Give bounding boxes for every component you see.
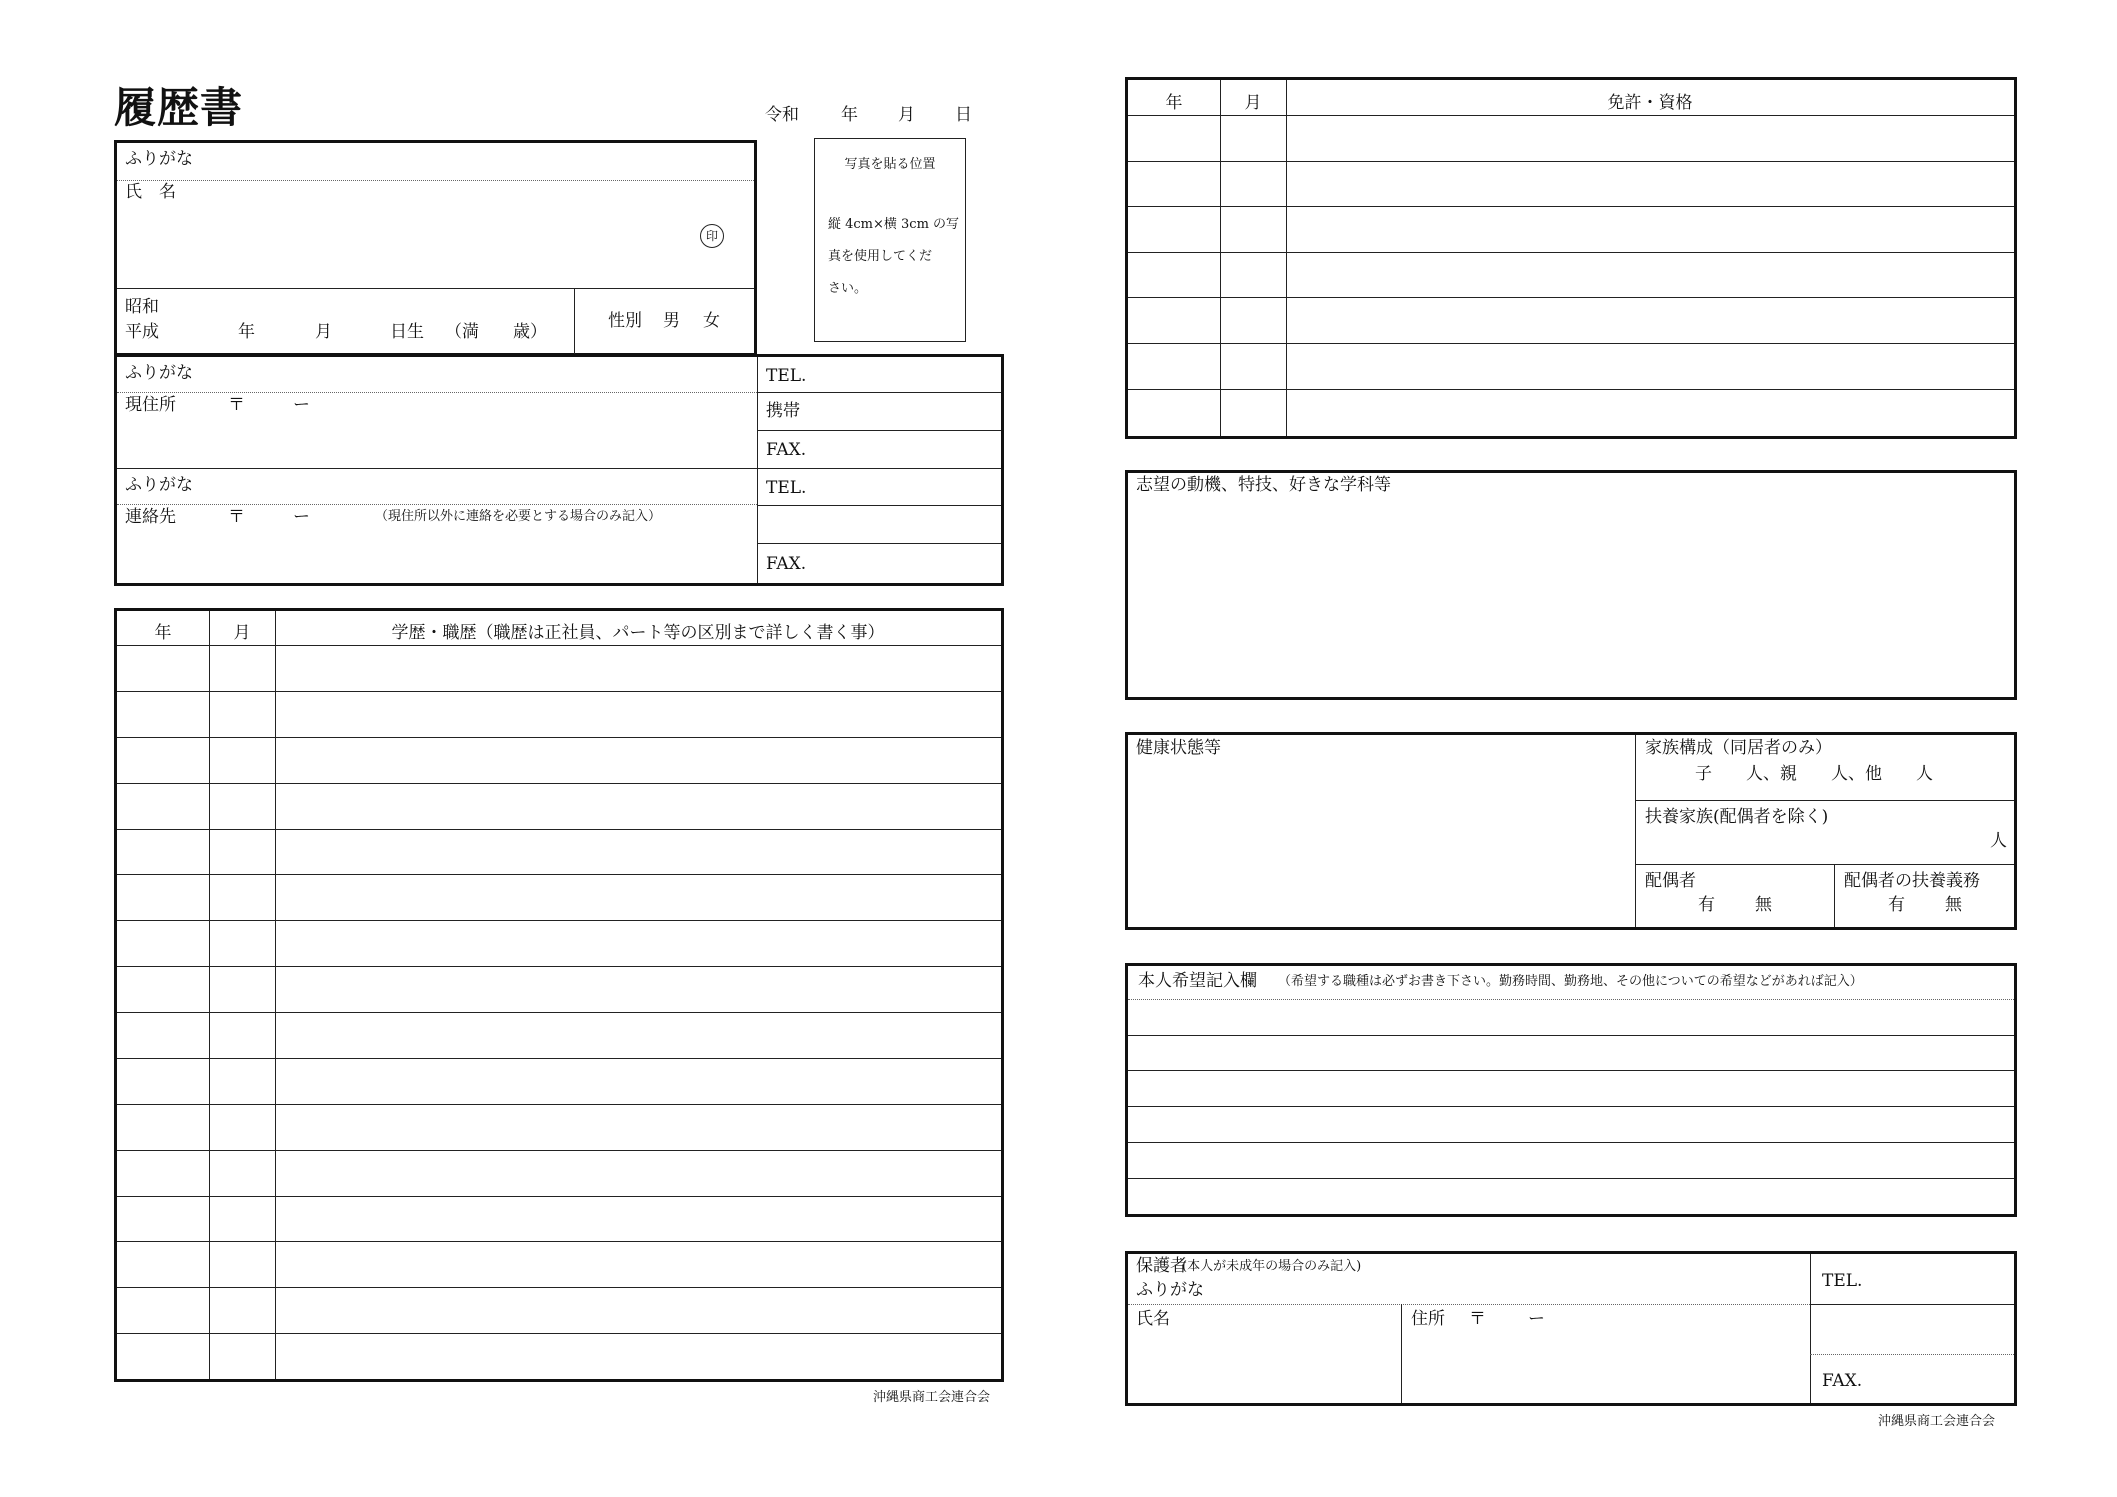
- licenses-header: 免許・資格: [1607, 93, 1693, 113]
- guardian-furigana-label: ふりがな: [1136, 1280, 1204, 1300]
- history-row[interactable]: [117, 1058, 1001, 1104]
- address-mobile-label: 携帯: [766, 401, 800, 421]
- dependents-label: 扶養家族(配偶者を除く): [1645, 807, 1829, 827]
- history-row[interactable]: [117, 691, 1001, 737]
- history-row[interactable]: [117, 829, 1001, 875]
- photo-instruction-2: 真を使用してくだ: [828, 249, 933, 264]
- license-row[interactable]: [1128, 252, 2014, 298]
- wish-row[interactable]: [1128, 1106, 2014, 1142]
- date-day: 日: [955, 105, 972, 125]
- address-postal-dash: ー: [293, 395, 310, 415]
- wishes-label: 本人希望記入欄: [1138, 971, 1257, 991]
- contact-postal-mark: 〒: [228, 507, 245, 527]
- dependents-unit: 人: [1990, 831, 2007, 851]
- photo-instruction-title: 写真を貼る位置: [844, 157, 936, 172]
- wishes-note: （希望する職種は必ずお書き下さい。勤務時間、勤務地、その他についての希望などがあれば記入）: [1278, 974, 1863, 989]
- history-row[interactable]: [117, 1287, 1001, 1333]
- gender-female[interactable]: 女: [703, 311, 720, 331]
- spouse-yes[interactable]: 有: [1698, 895, 1715, 915]
- name-furigana-label: ふりがな: [125, 149, 193, 169]
- history-row[interactable]: [117, 1012, 1001, 1058]
- history-month-header: 月: [233, 623, 251, 643]
- age-label: （満 歳）: [445, 322, 547, 342]
- guardian-address-label: 住所: [1411, 1309, 1445, 1329]
- address-box: [114, 354, 1004, 586]
- wish-row[interactable]: [1128, 1142, 2014, 1178]
- birth-year-label: 年: [238, 322, 255, 342]
- family-members: 子 人、親 人、他 人: [1695, 764, 1933, 784]
- license-row[interactable]: [1128, 115, 2014, 161]
- history-row[interactable]: [117, 645, 1001, 691]
- date-year: 年: [841, 105, 858, 125]
- gender-male[interactable]: 男: [663, 311, 680, 331]
- health-field[interactable]: [1130, 760, 1630, 925]
- motivation-box[interactable]: [1125, 470, 2017, 700]
- birth-era-heisei: 平成: [125, 322, 159, 342]
- contact-label: 連絡先: [125, 507, 176, 527]
- history-row[interactable]: [117, 1333, 1001, 1379]
- license-row[interactable]: [1128, 389, 2014, 435]
- address-tel-label: TEL.: [766, 366, 807, 386]
- wish-row[interactable]: [1128, 999, 2014, 1035]
- history-row[interactable]: [117, 1196, 1001, 1242]
- history-row[interactable]: [117, 1104, 1001, 1150]
- family-label: 家族構成（同居者のみ）: [1645, 738, 1832, 758]
- history-row[interactable]: [117, 966, 1001, 1012]
- gender-label: 性別: [608, 311, 642, 331]
- guardian-fax-label: FAX.: [1822, 1371, 1863, 1391]
- contact-note: （現住所以外に連絡を必要とする場合のみ記入）: [375, 509, 662, 524]
- photo-instruction-3: さい。: [828, 281, 868, 296]
- history-row[interactable]: [117, 920, 1001, 966]
- spouse-support-yes[interactable]: 有: [1888, 895, 1905, 915]
- wish-row[interactable]: [1128, 1035, 2014, 1071]
- address-label: 現住所: [125, 395, 176, 415]
- left-footer: 沖縄県商工会連合会: [873, 1390, 991, 1405]
- name-field[interactable]: [117, 200, 717, 285]
- seal-icon: 印: [700, 224, 724, 248]
- spouse-no[interactable]: 無: [1755, 895, 1772, 915]
- history-row[interactable]: [117, 1150, 1001, 1196]
- history-row[interactable]: [117, 783, 1001, 829]
- licenses-month-header: 月: [1244, 93, 1262, 113]
- guardian-label: 保護者: [1136, 1256, 1187, 1276]
- license-row[interactable]: [1128, 297, 2014, 343]
- history-row[interactable]: [117, 737, 1001, 783]
- history-row[interactable]: [117, 1241, 1001, 1287]
- right-footer: 沖縄県商工会連合会: [1878, 1414, 1996, 1429]
- birth-era-showa: 昭和: [125, 297, 159, 317]
- guardian-name-label: 氏名: [1136, 1309, 1170, 1329]
- contact-furigana-label: ふりがな: [125, 475, 193, 495]
- license-row[interactable]: [1128, 343, 2014, 389]
- birth-day-label: 日生: [390, 322, 424, 342]
- motivation-label: 志望の動機、特技、好きな学科等: [1136, 475, 1391, 495]
- license-row[interactable]: [1128, 206, 2014, 252]
- guardian-postal-mark: 〒: [1469, 1309, 1486, 1329]
- guardian-tel-label: TEL.: [1822, 1271, 1863, 1291]
- spouse-support-no[interactable]: 無: [1945, 895, 1962, 915]
- history-year-header: 年: [154, 623, 172, 643]
- spouse-support-label: 配偶者の扶養義務: [1844, 871, 1980, 891]
- date-era: 令和: [765, 105, 799, 125]
- address-fax-label: FAX.: [766, 440, 807, 460]
- wish-row[interactable]: [1128, 1070, 2014, 1106]
- history-row[interactable]: [117, 874, 1001, 920]
- contact-postal-dash: ー: [293, 507, 310, 527]
- wish-row[interactable]: [1128, 1178, 2014, 1214]
- contact-fax-label: FAX.: [766, 554, 807, 574]
- license-row[interactable]: [1128, 161, 2014, 207]
- health-label: 健康状態等: [1136, 738, 1221, 758]
- spouse-label: 配偶者: [1645, 871, 1696, 891]
- name-label: 氏 名: [125, 182, 176, 202]
- address-postal-mark: 〒: [228, 395, 245, 415]
- birth-month-label: 月: [315, 322, 332, 342]
- contact-tel-label: TEL.: [766, 478, 807, 498]
- guardian-note: (本人が未成年の場合のみ記入): [1182, 1259, 1362, 1274]
- address-furigana-label: ふりがな: [125, 363, 193, 383]
- date-month: 月: [898, 105, 915, 125]
- history-header: 学歴・職歴（職歴は正社員、パート等の区別まで詳しく書く事）: [391, 623, 885, 643]
- page-title: 履歴書: [114, 83, 244, 132]
- guardian-postal-dash: ー: [1528, 1309, 1545, 1329]
- photo-instruction-1: 縦 4cm×横 3cm の写: [828, 217, 960, 232]
- licenses-year-header: 年: [1165, 93, 1183, 113]
